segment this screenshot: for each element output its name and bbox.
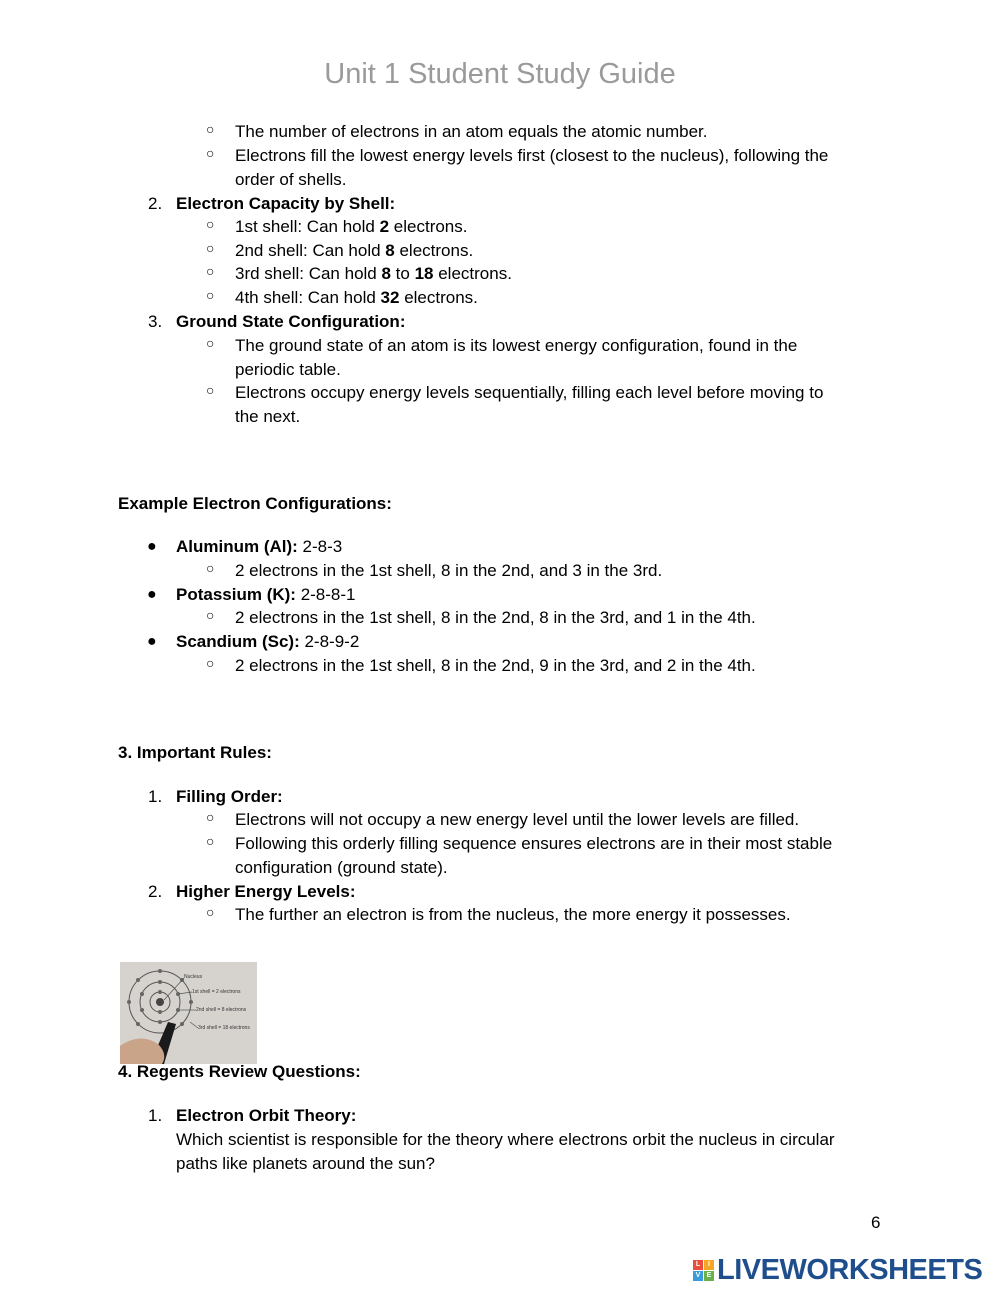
bullet-circle-icon: ○ (206, 216, 215, 232)
list-item: periodic table. (235, 360, 341, 379)
list-item: order of shells. (235, 170, 347, 189)
rules-heading: 3. Important Rules: (118, 743, 272, 762)
bullet-circle-icon: ○ (206, 904, 215, 920)
bullet-dot-icon: ● (147, 586, 157, 603)
bullet-dot-icon: ● (147, 633, 157, 650)
list-item: 3rd shell: Can hold 8 to 18 electrons. (235, 264, 512, 283)
page-number: 6 (871, 1213, 881, 1232)
bullet-circle-icon: ○ (206, 607, 215, 623)
diagram-label: 1st shell = 2 electrons (192, 989, 241, 995)
list-item: The number of electrons in an atom equals the atomic number. (235, 122, 708, 141)
bullet-circle-icon: ○ (206, 121, 215, 137)
diagram-label: 3rd shell = 18 electrons (198, 1025, 250, 1031)
regents-heading: 4. Regents Review Questions: (118, 1062, 361, 1081)
list-item: Electrons occupy energy levels sequentially, filling each level before moving to (235, 383, 824, 402)
list-item: the next. (235, 407, 301, 426)
logo-tile: I (704, 1260, 714, 1270)
liveworksheets-logo[interactable] (693, 1253, 982, 1287)
diagram-label: Nucleus (184, 974, 203, 980)
shell-diagram-svg (120, 962, 257, 1064)
page-header: Unit 1 Student Study Guide (324, 58, 676, 90)
question-text: paths like planets around the sun? (176, 1154, 435, 1173)
logo-tile: V (693, 1271, 703, 1281)
bullet-circle-icon: ○ (206, 263, 215, 279)
list-number: 3. (148, 312, 163, 331)
bullet-circle-icon: ○ (206, 335, 215, 351)
bullet-circle-icon: ○ (206, 382, 215, 398)
section-title: Electron Orbit Theory: (176, 1106, 357, 1125)
list-number: 1. (148, 1106, 163, 1125)
example-item: Aluminum (Al): 2-8-3 (176, 537, 343, 556)
list-item: The ground state of an atom is its lowest energy configuration, found in the (235, 336, 798, 355)
bullet-circle-icon: ○ (206, 287, 215, 303)
bullet-circle-icon: ○ (206, 809, 215, 825)
list-number: 2. (148, 194, 163, 213)
bullet-dot-icon: ● (147, 538, 157, 555)
logo-text: LIVEWORKSHEETS (717, 1253, 983, 1286)
list-number: 1. (148, 787, 163, 806)
example-detail: 2 electrons in the 1st shell, 8 in the 2nd, and 3 in the 3rd. (235, 561, 663, 580)
list-item: Following this orderly filling sequence ensures electrons are in their most stable (235, 834, 833, 853)
list-item: The further an electron is from the nucleus, the more energy it possesses. (235, 905, 791, 924)
example-item: Potassium (K): 2-8-8-1 (176, 585, 356, 604)
list-item: Electrons will not occupy a new energy level until the lower levels are filled. (235, 810, 800, 829)
example-detail: 2 electrons in the 1st shell, 8 in the 2nd, 8 in the 3rd, and 1 in the 4th. (235, 608, 756, 627)
electron-shell-photo (120, 962, 257, 1064)
diagram-label: 2nd shell = 8 electrons (196, 1007, 247, 1013)
section-title: Electron Capacity by Shell: (176, 194, 396, 213)
example-item: Scandium (Sc): 2-8-9-2 (176, 632, 360, 651)
list-item: 2nd shell: Can hold 8 electrons. (235, 241, 474, 260)
example-detail: 2 electrons in the 1st shell, 8 in the 2nd, 9 in the 3rd, and 2 in the 4th. (235, 656, 756, 675)
list-item: configuration (ground state). (235, 858, 448, 877)
logo-tile: E (704, 1271, 714, 1281)
list-item: 1st shell: Can hold 2 electrons. (235, 217, 468, 236)
bullet-circle-icon: ○ (206, 833, 215, 849)
list-number: 2. (148, 882, 163, 901)
section-title: Ground State Configuration: (176, 312, 406, 331)
question-text: Which scientist is responsible for the theory where electrons orbit the nucleus in circular (176, 1130, 835, 1149)
section-title: Filling Order: (176, 787, 283, 806)
list-item: Electrons fill the lowest energy levels first (closest to the nucleus), following the (235, 146, 829, 165)
logo-mark-icon (693, 1260, 714, 1281)
bullet-circle-icon: ○ (206, 240, 215, 256)
bullet-circle-icon: ○ (206, 655, 215, 671)
section-title: Higher Energy Levels: (176, 882, 356, 901)
examples-heading: Example Electron Configurations: (118, 494, 392, 513)
bullet-circle-icon: ○ (206, 145, 215, 161)
bullet-circle-icon: ○ (206, 560, 215, 576)
logo-tile: L (693, 1260, 703, 1270)
list-item: 4th shell: Can hold 32 electrons. (235, 288, 478, 307)
